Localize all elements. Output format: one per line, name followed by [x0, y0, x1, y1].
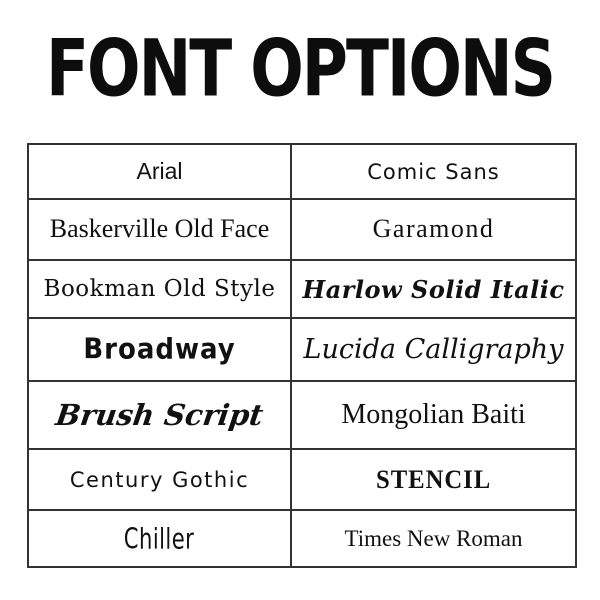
font-sample-comic-sans — [291, 144, 576, 199]
font-sample-label: Mongolian Baiti — [341, 399, 526, 431]
font-sample-label: Brush Script — [53, 398, 266, 433]
font-sample-label: Arial — [136, 158, 183, 184]
font-sample-brush-script — [28, 381, 291, 449]
font-sample-label: Comic Sans — [367, 159, 500, 184]
font-sample-garamond — [291, 199, 576, 260]
font-sample-label: Harlow Solid Italic — [302, 274, 565, 304]
font-sample-label: Garamond — [372, 214, 495, 244]
font-sample-century-gothic — [28, 449, 291, 510]
font-sample-label: Lucida Calligraphy — [303, 334, 564, 366]
table-row — [28, 199, 576, 260]
font-sample-lucida-calligraphy — [291, 318, 576, 381]
font-sample-chiller — [28, 510, 291, 567]
font-sample-stencil — [291, 449, 576, 510]
font-sample-label: Chiller — [124, 521, 195, 556]
font-options-table — [27, 143, 577, 568]
font-sample-label: Baskerville Old Face — [49, 214, 270, 244]
table-row — [28, 381, 576, 449]
table-row — [28, 449, 576, 510]
font-sample-label: Times New Roman — [344, 525, 523, 551]
font-sample-harlow-solid-italic — [291, 260, 576, 319]
font-sample-broadway — [28, 318, 291, 381]
font-sample-times-new-roman — [291, 510, 576, 567]
font-sample-label: Bookman Old Style — [43, 276, 276, 303]
table-row — [28, 144, 576, 199]
font-sample-label: Broadway — [83, 333, 236, 366]
table-row — [28, 260, 576, 319]
font-sample-label: STENCIL — [375, 464, 492, 494]
page-title: FONT OPTIONS — [45, 23, 555, 115]
table-row — [28, 318, 576, 381]
font-sample-arial — [28, 144, 291, 199]
font-sample-bookman-old-style — [28, 260, 291, 319]
font-sample-baskerville-old-face — [28, 199, 291, 260]
font-sample-mongolian-baiti — [291, 381, 576, 449]
font-sample-label: Century Gothic — [69, 467, 250, 492]
table-row — [28, 510, 576, 567]
